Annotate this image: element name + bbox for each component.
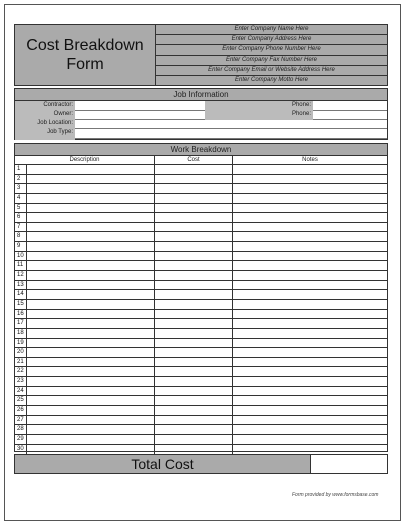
cost-cell[interactable] bbox=[155, 213, 233, 222]
table-row bbox=[15, 396, 387, 406]
notes-cell[interactable] bbox=[233, 165, 387, 174]
description-cell[interactable] bbox=[27, 271, 155, 280]
row-number: 19 bbox=[15, 339, 27, 348]
cost-cell[interactable] bbox=[155, 310, 233, 319]
description-cell[interactable] bbox=[27, 445, 155, 455]
company-motto-field[interactable]: Enter Company Motto Here bbox=[156, 76, 387, 85]
table-row bbox=[15, 329, 387, 339]
table-row bbox=[15, 416, 387, 426]
row-number: 23 bbox=[15, 377, 27, 386]
description-cell[interactable] bbox=[27, 252, 155, 261]
description-cell[interactable] bbox=[27, 232, 155, 241]
cost-cell[interactable] bbox=[155, 445, 233, 455]
cost-cell[interactable] bbox=[155, 406, 233, 415]
cost-cell[interactable] bbox=[155, 339, 233, 348]
notes-cell[interactable] bbox=[233, 184, 387, 193]
row-number: 10 bbox=[15, 252, 27, 261]
row-number: 11 bbox=[15, 261, 27, 270]
table-row bbox=[15, 348, 387, 358]
notes-cell[interactable] bbox=[233, 300, 387, 309]
cost-cell[interactable] bbox=[155, 175, 233, 184]
table-row bbox=[15, 435, 387, 445]
description-cell[interactable] bbox=[27, 184, 155, 193]
description-cell[interactable] bbox=[27, 310, 155, 319]
work-column-headers bbox=[15, 156, 387, 165]
job-location-label: Job Location: bbox=[37, 120, 73, 126]
cost-cell[interactable] bbox=[155, 165, 233, 174]
cost-cell[interactable] bbox=[155, 261, 233, 270]
description-cell[interactable] bbox=[27, 281, 155, 290]
row-number: 21 bbox=[15, 358, 27, 367]
description-cell[interactable] bbox=[27, 358, 155, 367]
form-title bbox=[15, 25, 156, 85]
description-cell[interactable] bbox=[27, 329, 155, 338]
cost-cell[interactable] bbox=[155, 252, 233, 261]
table-row bbox=[15, 194, 387, 204]
row-number: 9 bbox=[15, 242, 27, 251]
form-title-line2: Form bbox=[66, 56, 104, 73]
description-cell[interactable] bbox=[27, 194, 155, 203]
notes-cell[interactable] bbox=[233, 339, 387, 348]
row-number: 26 bbox=[15, 406, 27, 415]
notes-cell[interactable] bbox=[233, 387, 387, 396]
row-number: 8 bbox=[15, 232, 27, 241]
owner-phone-field[interactable] bbox=[313, 111, 387, 120]
description-cell[interactable] bbox=[27, 367, 155, 376]
notes-cell[interactable] bbox=[233, 223, 387, 232]
row-number: 18 bbox=[15, 329, 27, 338]
table-row bbox=[15, 310, 387, 320]
contractor-phone-field[interactable] bbox=[313, 101, 387, 111]
contractor-field[interactable] bbox=[75, 101, 205, 111]
row-number: 7 bbox=[15, 223, 27, 232]
description-cell[interactable] bbox=[27, 300, 155, 309]
description-cell[interactable] bbox=[27, 213, 155, 222]
description-cell[interactable] bbox=[27, 406, 155, 415]
notes-cell[interactable] bbox=[233, 213, 387, 222]
cost-cell[interactable] bbox=[155, 396, 233, 405]
table-row bbox=[15, 406, 387, 416]
notes-cell[interactable] bbox=[233, 367, 387, 376]
notes-cell[interactable] bbox=[233, 425, 387, 434]
notes-cell[interactable] bbox=[233, 319, 387, 328]
row-number: 13 bbox=[15, 281, 27, 290]
company-name-field[interactable]: Enter Company Name Here bbox=[156, 25, 387, 35]
notes-cell[interactable] bbox=[233, 377, 387, 386]
cost-cell[interactable] bbox=[155, 367, 233, 376]
description-cell[interactable] bbox=[27, 377, 155, 386]
row-number: 1 bbox=[15, 165, 27, 174]
notes-cell[interactable] bbox=[233, 261, 387, 270]
description-cell[interactable] bbox=[27, 290, 155, 299]
row-number: 4 bbox=[15, 194, 27, 203]
row-number: 14 bbox=[15, 290, 27, 299]
notes-cell[interactable] bbox=[233, 445, 387, 455]
notes-cell[interactable] bbox=[233, 194, 387, 203]
table-row bbox=[15, 339, 387, 349]
cost-cell[interactable] bbox=[155, 281, 233, 290]
row-number: 16 bbox=[15, 310, 27, 319]
table-row bbox=[15, 358, 387, 368]
table-row bbox=[15, 367, 387, 377]
table-row bbox=[15, 271, 387, 281]
notes-cell[interactable] bbox=[233, 435, 387, 444]
table-row bbox=[15, 290, 387, 300]
cost-cell[interactable] bbox=[155, 319, 233, 328]
table-row bbox=[15, 300, 387, 310]
table-row bbox=[15, 175, 387, 185]
notes-cell[interactable] bbox=[233, 232, 387, 241]
description-cell[interactable] bbox=[27, 396, 155, 405]
form-header bbox=[14, 24, 388, 86]
table-row bbox=[15, 261, 387, 271]
table-row bbox=[15, 204, 387, 214]
job-information-body bbox=[15, 101, 387, 140]
job-type-label: Job Type: bbox=[47, 129, 73, 135]
company-info bbox=[156, 25, 387, 85]
table-row bbox=[15, 213, 387, 223]
description-column-header: Description bbox=[15, 156, 155, 164]
notes-cell[interactable] bbox=[233, 204, 387, 213]
work-rows bbox=[15, 165, 387, 454]
company-email-field[interactable]: Enter Company Email or Website Address Here bbox=[156, 66, 387, 76]
total-cost-row bbox=[14, 454, 388, 474]
table-row bbox=[15, 223, 387, 233]
row-number: 12 bbox=[15, 271, 27, 280]
cost-cell[interactable] bbox=[155, 387, 233, 396]
contractor-label: Contractor: bbox=[43, 102, 73, 108]
cost-cell[interactable] bbox=[155, 377, 233, 386]
cost-cell[interactable] bbox=[155, 300, 233, 309]
row-number: 3 bbox=[15, 184, 27, 193]
notes-cell[interactable] bbox=[233, 416, 387, 425]
job-information-heading: Job Information bbox=[15, 89, 387, 101]
row-number: 29 bbox=[15, 435, 27, 444]
row-number: 17 bbox=[15, 319, 27, 328]
job-information-section bbox=[14, 88, 388, 140]
notes-cell[interactable] bbox=[233, 329, 387, 338]
description-cell[interactable] bbox=[27, 348, 155, 357]
description-cell[interactable] bbox=[27, 175, 155, 184]
cost-cell[interactable] bbox=[155, 194, 233, 203]
cost-cell[interactable] bbox=[155, 348, 233, 357]
description-cell[interactable] bbox=[27, 223, 155, 232]
row-number: 25 bbox=[15, 396, 27, 405]
table-row bbox=[15, 232, 387, 242]
row-number: 24 bbox=[15, 387, 27, 396]
cost-column-header: Cost bbox=[155, 156, 233, 164]
total-cost-field[interactable] bbox=[311, 455, 387, 473]
description-cell[interactable] bbox=[27, 242, 155, 251]
table-row bbox=[15, 242, 387, 252]
cost-cell[interactable] bbox=[155, 184, 233, 193]
owner-field[interactable] bbox=[75, 111, 205, 120]
cost-cell[interactable] bbox=[155, 435, 233, 444]
form-title-line1: Cost Breakdown bbox=[26, 37, 144, 54]
cost-cell[interactable] bbox=[155, 425, 233, 434]
table-row bbox=[15, 252, 387, 262]
contractor-phone-label: Phone: bbox=[291, 102, 311, 108]
table-row bbox=[15, 281, 387, 291]
table-row bbox=[15, 445, 387, 455]
company-fax-field[interactable]: Enter Company Fax Number Here bbox=[156, 56, 387, 66]
work-breakdown-heading: Work Breakdown bbox=[15, 144, 387, 156]
notes-column-header: Notes bbox=[302, 157, 318, 163]
total-cost-label: Total Cost bbox=[15, 455, 311, 473]
table-row bbox=[15, 425, 387, 435]
notes-cell[interactable] bbox=[233, 281, 387, 290]
job-type-field[interactable] bbox=[75, 129, 387, 139]
notes-cell[interactable] bbox=[233, 271, 387, 280]
table-row bbox=[15, 165, 387, 175]
cost-cell[interactable] bbox=[155, 223, 233, 232]
notes-cell[interactable] bbox=[233, 242, 387, 251]
row-number: 2 bbox=[15, 175, 27, 184]
description-cell[interactable] bbox=[27, 165, 155, 174]
row-number: 5 bbox=[15, 204, 27, 213]
company-phone-field[interactable]: Enter Company Phone Number Here bbox=[156, 45, 387, 55]
notes-cell[interactable] bbox=[233, 396, 387, 405]
description-cell[interactable] bbox=[27, 204, 155, 213]
cost-cell[interactable] bbox=[155, 329, 233, 338]
cost-cell[interactable] bbox=[155, 416, 233, 425]
owner-label: Owner: bbox=[53, 111, 73, 117]
notes-cell[interactable] bbox=[233, 290, 387, 299]
notes-cell[interactable] bbox=[233, 348, 387, 357]
table-row bbox=[15, 319, 387, 329]
cost-cell[interactable] bbox=[155, 232, 233, 241]
row-number: 20 bbox=[15, 348, 27, 357]
notes-cell[interactable] bbox=[233, 252, 387, 261]
row-number: 28 bbox=[15, 425, 27, 434]
cost-cell[interactable] bbox=[155, 271, 233, 280]
work-breakdown-section bbox=[14, 143, 388, 452]
row-number: 30 bbox=[15, 445, 27, 455]
notes-cell[interactable] bbox=[233, 358, 387, 367]
job-location-field[interactable] bbox=[75, 120, 387, 129]
row-number: 15 bbox=[15, 300, 27, 309]
table-row bbox=[15, 184, 387, 194]
description-cell[interactable] bbox=[27, 319, 155, 328]
cost-cell[interactable] bbox=[155, 242, 233, 251]
description-cell[interactable] bbox=[27, 425, 155, 434]
row-number: 22 bbox=[15, 367, 27, 376]
row-number: 6 bbox=[15, 213, 27, 222]
table-row bbox=[15, 377, 387, 387]
description-cell[interactable] bbox=[27, 387, 155, 396]
description-cell[interactable] bbox=[27, 339, 155, 348]
cost-cell[interactable] bbox=[155, 290, 233, 299]
row-number: 27 bbox=[15, 416, 27, 425]
table-row bbox=[15, 387, 387, 397]
owner-phone-label: Phone: bbox=[291, 111, 311, 117]
cost-cell[interactable] bbox=[155, 204, 233, 213]
description-cell[interactable] bbox=[27, 261, 155, 270]
notes-cell[interactable] bbox=[233, 406, 387, 415]
description-cell[interactable] bbox=[27, 416, 155, 425]
cost-cell[interactable] bbox=[155, 358, 233, 367]
description-cell[interactable] bbox=[27, 435, 155, 444]
notes-cell[interactable] bbox=[233, 175, 387, 184]
footer-credit: Form provided by www.formsbase.com bbox=[292, 492, 379, 498]
notes-cell[interactable] bbox=[233, 310, 387, 319]
company-address-field[interactable]: Enter Company Address Here bbox=[156, 35, 387, 45]
